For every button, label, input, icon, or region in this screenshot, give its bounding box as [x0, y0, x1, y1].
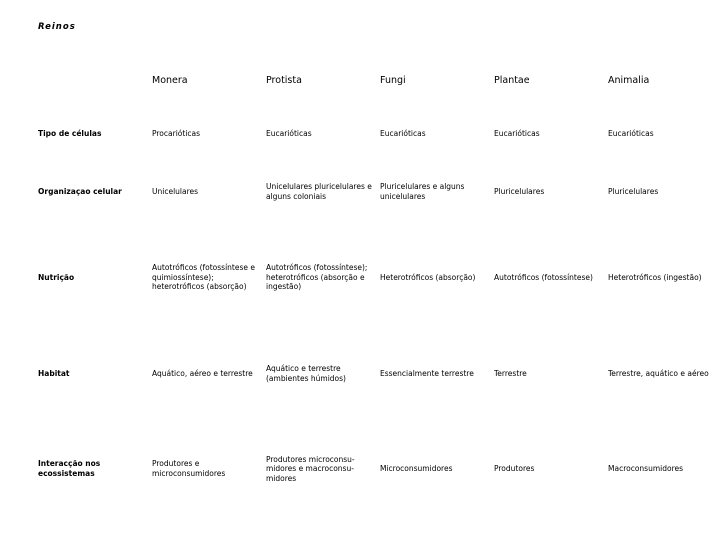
table-cell: Terrestre, aquático e aéreo [608, 369, 709, 379]
table-row [38, 163, 720, 221]
header-animalia: Animalia [608, 75, 650, 87]
table-cell: Produtores e microconsumidores [152, 459, 226, 478]
header-row [38, 57, 720, 105]
table-cell: Aquático, aéreo e terrestre [152, 369, 253, 379]
header-plantae: Plantae [494, 75, 530, 87]
row-label: Tipo de células [38, 129, 102, 139]
row-label: Nutrição [38, 272, 75, 282]
table-row [38, 221, 720, 334]
kingdoms-table [38, 57, 720, 524]
table-cell: Essencialmente terrestre [380, 369, 474, 379]
table-cell: Terrestre [494, 369, 527, 379]
table-cell: Pluricelulares [494, 187, 545, 197]
table-cell: Produtores microconsu-midores e macroconsu-midores [266, 454, 355, 483]
corner-cell [38, 57, 152, 105]
row-label: Interacção nos ecossistemas [38, 459, 101, 478]
table-cell: Procarióticas [152, 129, 201, 139]
table-row [38, 105, 720, 163]
table-cell: Eucarióticas [608, 129, 654, 139]
header-protista: Protista [266, 75, 302, 87]
table-cell: Autotróficos (fotossíntese) [494, 272, 593, 282]
table-cell: Aquático e terrestre (ambientes húmidos) [266, 364, 346, 383]
row-label: Organizaçao celular [38, 187, 122, 197]
table-cell: Heterotróficos (ingestão) [608, 272, 702, 282]
table-cell: Microconsumidores [380, 464, 453, 474]
table-row [38, 334, 720, 414]
table-cell: Produtores [494, 464, 535, 474]
row-label: Habitat [38, 369, 70, 379]
header-monera: Monera [152, 75, 188, 87]
table-cell: Autotróficos (fotossíntese); heterotróficos (absorção e ingestão) [266, 263, 368, 292]
table-cell: Heterotróficos (absorção) [380, 272, 476, 282]
table-cell: Eucarióticas [380, 129, 426, 139]
table-cell: Eucarióticas [494, 129, 540, 139]
table-cell: Macroconsumidores [608, 464, 684, 474]
table-cell: Pluricelulares e alguns unicelulares [380, 182, 465, 201]
table-cell: Unicelulares pluricelulares e alguns coloniais [266, 182, 372, 201]
table-cell: Autotróficos (fotossíntese e quimiossíntese); heterotróficos (absorção) [152, 263, 256, 292]
table-row [38, 414, 720, 524]
header-fungi: Fungi [380, 75, 406, 87]
table-cell: Eucarióticas [266, 129, 312, 139]
table-cell: Unicelulares [152, 187, 199, 197]
page-title: Reinos [38, 22, 76, 32]
table-cell: Pluricelulares [608, 187, 659, 197]
